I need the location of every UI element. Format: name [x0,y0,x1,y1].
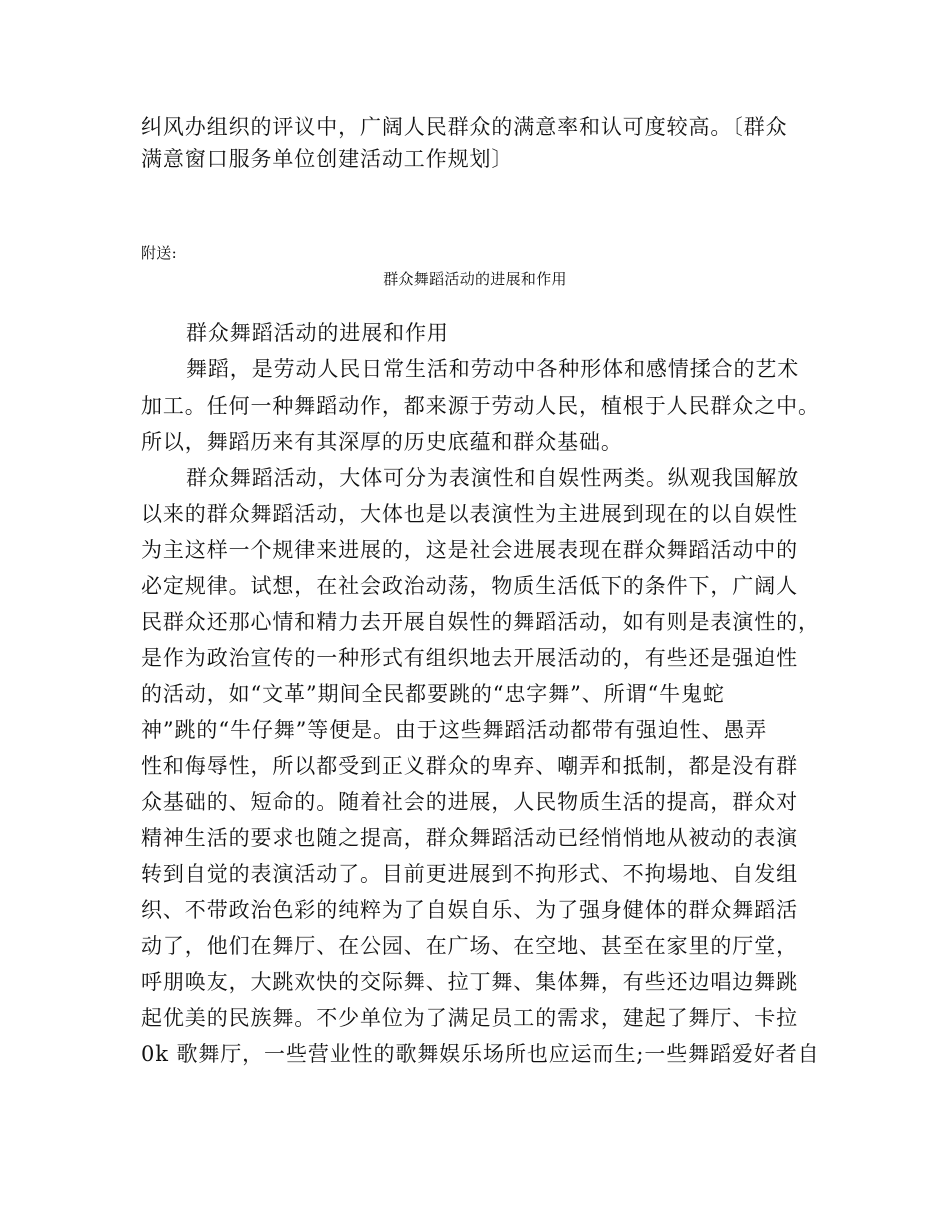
paragraph-line: 所以，舞蹈历来有其深厚的历史底蕴和群众基础。 [141,430,623,454]
paragraph-line: 加工。任何一种舞蹈动作，都来源于劳动人民，植根于人民群众之中。 [141,394,820,418]
paragraph-line: 舞蹈，是劳动人民日常生活和劳动中各种形体和感情揉合的艺术 [186,357,800,381]
section-heading: 群众舞蹈活动的进展和作用 [186,321,449,345]
paragraph-line: 性和侮辱性，所以都受到正义群众的卑弃、嘲弄和抵制，都是没有群 [141,754,798,778]
paragraph-line: 为主这样一个规律来进展的，这是社会进展表现在群众舞蹈活动中的 [141,538,798,562]
paragraph-line: 群众舞蹈活动，大体可分为表演性和自娱性两类。纵观我国解放 [186,466,800,490]
paragraph-line: 起优美的民族舞。不少单位为了满足员工的需求，建起了舞厅、卡拉 [141,1006,798,1030]
intro-line: 纠风办组织的评议中，广阔人民群众的满意率和认可度较高。〔群众 [141,115,788,139]
appendix-title: 群众舞蹈活动的进展和作用 [383,270,567,288]
paragraph-line: 精神生活的要求也随之提高，群众舞蹈活动已经悄悄地从被动的表演 [141,826,798,850]
paragraph-line: 必定规律。试想，在社会政治动荡，物质生活低下的条件下，广阔人 [141,574,798,598]
paragraph-line: 民群众还那心情和精力去开展自娱性的舞蹈活动，如有则是表演性的， [141,610,820,634]
paragraph-line: 动了，他们在舞厅、在公园、在广场、在空地、甚至在家里的厅堂， [141,934,798,958]
paragraph-line: 转到自觉的表演活动了。目前更进展到不拘形式、不拘場地、自发组 [141,862,798,886]
paragraph-line: 众基础的、短命的。随着社会的进展，人民物质生活的提高，群众对 [141,790,798,814]
paragraph-line: 的活动，如“文革”期间全民都要跳的“忠字舞”、所谓“牛鬼蛇 [141,682,725,706]
intro-line: 满意窗口服务单位创建活动工作规划〕 [141,147,514,171]
paragraph-line: 0k 歌舞厅，一些营业性的歌舞娱乐场所也应运而生;一些舞蹈爱好者自 [141,1042,820,1066]
paragraph-line: 是作为政治宣传的一种形式有组织地去开展活动的，有些还是强迫性 [141,646,798,670]
paragraph-line: 呼朋唤友，大跳欢快的交际舞、拉丁舞、集体舞，有些还边唱边舞跳 [141,970,798,994]
paragraph-line: 织、不带政治色彩的纯粹为了自娱自乐、为了强身健体的群众舞蹈活 [141,898,798,922]
appendix-label: 附送: [141,244,177,262]
paragraph-line: 以来的群众舞蹈活动，大体也是以表演性为主进展到现在的以自娱性 [141,502,798,526]
paragraph-line: 神”跳的“牛仔舞”等便是。由于这些舞蹈活动都带有强迫性、愚弄 [141,718,768,742]
